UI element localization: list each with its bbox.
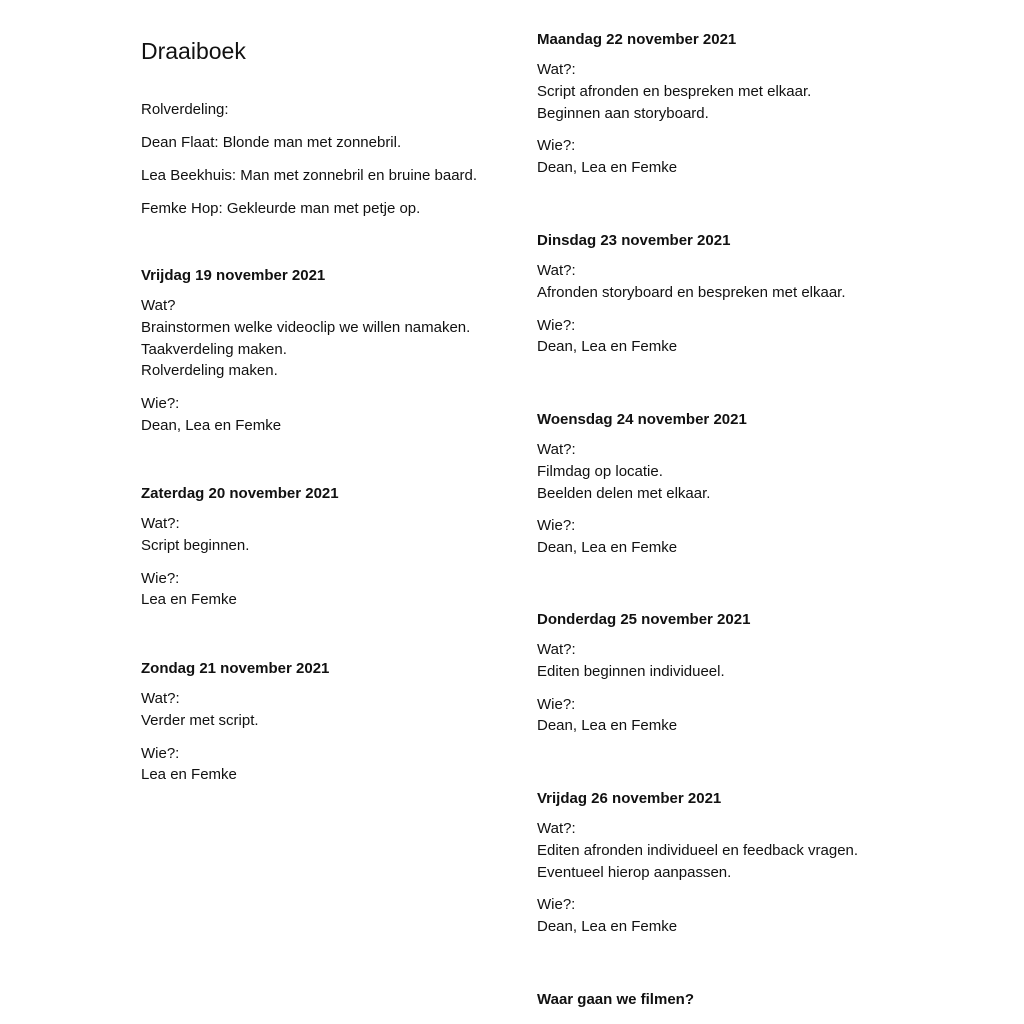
role-item: Femke Hop: Gekleurde man met petje op. xyxy=(141,200,421,217)
what-item: Eventueel hierop aanpassen. xyxy=(537,863,732,881)
day-date: Woensdag 24 november 2021 xyxy=(537,411,747,428)
what-label: Wat?: xyxy=(537,441,576,458)
who-value: Dean, Lea en Femke xyxy=(537,338,678,356)
day-section xyxy=(141,267,470,437)
day-section xyxy=(141,485,339,611)
what-label: Wat?: xyxy=(537,61,576,78)
who-label: Wie?: xyxy=(537,896,576,914)
what-label: Wat? xyxy=(141,297,176,314)
who-label: Wie?: xyxy=(537,316,576,334)
who-value: Lea en Femke xyxy=(141,766,237,784)
what-label: Wat?: xyxy=(537,262,576,279)
what-label: Wat?: xyxy=(537,820,576,837)
who-value: Dean, Lea en Femke xyxy=(141,416,282,434)
what-label: Wat?: xyxy=(141,690,180,707)
who-value: Dean, Lea en Femke xyxy=(537,918,678,936)
what-item: Brainstormen welke videoclip we willen namaken. xyxy=(141,318,471,336)
day-date: Zaterdag 20 november 2021 xyxy=(141,485,339,502)
what-label: Wat?: xyxy=(141,515,180,532)
day-section xyxy=(537,31,811,179)
day-section xyxy=(537,611,750,737)
day-date: Vrijdag 19 november 2021 xyxy=(141,267,326,284)
what-item: Taakverdeling maken. xyxy=(141,340,287,358)
role-item: Lea Beekhuis: Man met zonnebril en bruine baard. xyxy=(141,167,478,184)
role-item: Dean Flaat: Blonde man met zonnebril. xyxy=(141,134,402,151)
day-section xyxy=(537,790,858,938)
who-label: Wie?: xyxy=(141,569,180,587)
day-section xyxy=(537,411,747,559)
day-section xyxy=(141,660,329,786)
who-value: Dean, Lea en Femke xyxy=(537,539,678,557)
what-item: Afronden storyboard en bespreken met elkaar. xyxy=(537,283,846,301)
what-item: Filmdag op locatie. xyxy=(537,462,663,480)
what-item: Editen afronden individueel en feedback vragen. xyxy=(537,841,859,859)
day-date: Vrijdag 26 november 2021 xyxy=(537,790,722,807)
who-value: Lea en Femke xyxy=(141,591,237,609)
day-date: Donderdag 25 november 2021 xyxy=(537,611,751,628)
what-item: Script afronden en bespreken met elkaar. xyxy=(537,82,812,100)
day-date: Zondag 21 november 2021 xyxy=(141,660,330,677)
day-date: Dinsdag 23 november 2021 xyxy=(537,232,731,249)
who-value: Dean, Lea en Femke xyxy=(537,717,678,735)
what-item: Script beginnen. xyxy=(141,536,250,554)
page-title: Draaiboek xyxy=(141,38,246,64)
day-section xyxy=(537,232,846,358)
who-label: Wie?: xyxy=(537,695,576,713)
location-heading: Waar gaan we filmen? xyxy=(537,991,694,1008)
who-label: Wie?: xyxy=(537,137,576,155)
who-label: Wie?: xyxy=(537,517,576,535)
what-item: Rolverdeling maken. xyxy=(141,362,278,380)
what-item: Editen beginnen individueel. xyxy=(537,662,725,680)
who-value: Dean, Lea en Femke xyxy=(537,159,678,177)
who-label: Wie?: xyxy=(141,744,180,762)
what-label: Wat?: xyxy=(537,641,576,658)
who-label: Wie?: xyxy=(141,395,180,413)
what-item: Beginnen aan storyboard. xyxy=(537,104,709,122)
what-item: Beelden delen met elkaar. xyxy=(537,484,711,502)
roles-label: Rolverdeling: xyxy=(141,101,229,118)
what-item: Verder met script. xyxy=(141,711,259,729)
day-date: Maandag 22 november 2021 xyxy=(537,31,737,48)
